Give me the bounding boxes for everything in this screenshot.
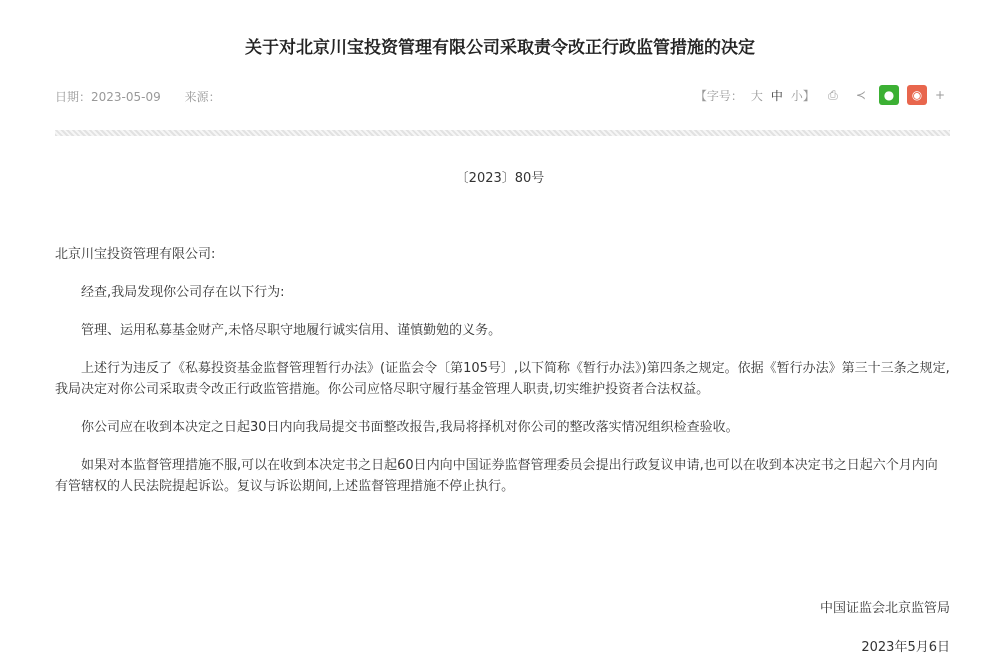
article-meta <box>55 88 241 105</box>
font-small-button[interactable]: 小】 <box>790 88 815 103</box>
paragraph: 经查,我局发现你公司存在以下行为: <box>81 285 285 300</box>
weibo-icon[interactable]: ◉ <box>907 85 927 105</box>
print-icon[interactable]: ⎙ <box>828 87 838 102</box>
paragraph: 你公司应在收到本决定之日起30日内向我局提交书面整改报告,我局将择机对你公司的整改落实情况组织检查验收。 <box>81 420 739 435</box>
addressee: 北京川宝投资管理有限公司: <box>55 247 216 262</box>
paragraph: 如果对本监督管理措施不服,可以在收到本决定书之日起60日内向中国证券监督管理委员会提出行政复议申请,也可以在收到本决定书之日起六个月内向有管辖权的人民法院提起诉讼。复议与诉讼期间,上述监督管理措施不停止执行。 <box>55 458 938 494</box>
share-icon[interactable]: ≺ <box>855 88 866 102</box>
paragraph: 上述行为违反了《私募投资基金监督管理暂行办法》(证监会令〔第105号〕,以下简称《暂行办法》)第四条之规定。依据《暂行办法》第三十三条之规定,我局决定对你公司采取责令改正行政监管措施。你公司应恪尽职守履行基金管理人职责,切实维护投资者合法权益。 <box>55 361 950 397</box>
signature-date: 2023年5月6日 <box>861 640 950 655</box>
source: 来源： <box>184 90 221 104</box>
more-share-button[interactable]: + <box>934 88 945 102</box>
signature-org: 中国证监会北京监管局 <box>819 601 950 616</box>
document-body <box>55 244 950 514</box>
page-title: 关于对北京川宝投资管理有限公司采取责令改正行政监管措施的决定 <box>245 38 755 58</box>
font-medium-button[interactable]: 中 <box>770 88 783 103</box>
document-number: 〔2023〕80号 <box>455 171 545 186</box>
article-toolbar <box>695 85 945 105</box>
font-large-button[interactable]: 大 <box>750 88 763 103</box>
paragraph: 管理、运用私募基金财产,未恪尽职守地履行诚实信用、谨慎勤勉的义务。 <box>81 323 502 338</box>
publish-date: 日期：2023-05-09 <box>55 90 161 104</box>
font-size-label: 【字号： <box>694 88 743 103</box>
wechat-icon[interactable]: ● <box>879 85 899 105</box>
divider <box>55 130 950 136</box>
